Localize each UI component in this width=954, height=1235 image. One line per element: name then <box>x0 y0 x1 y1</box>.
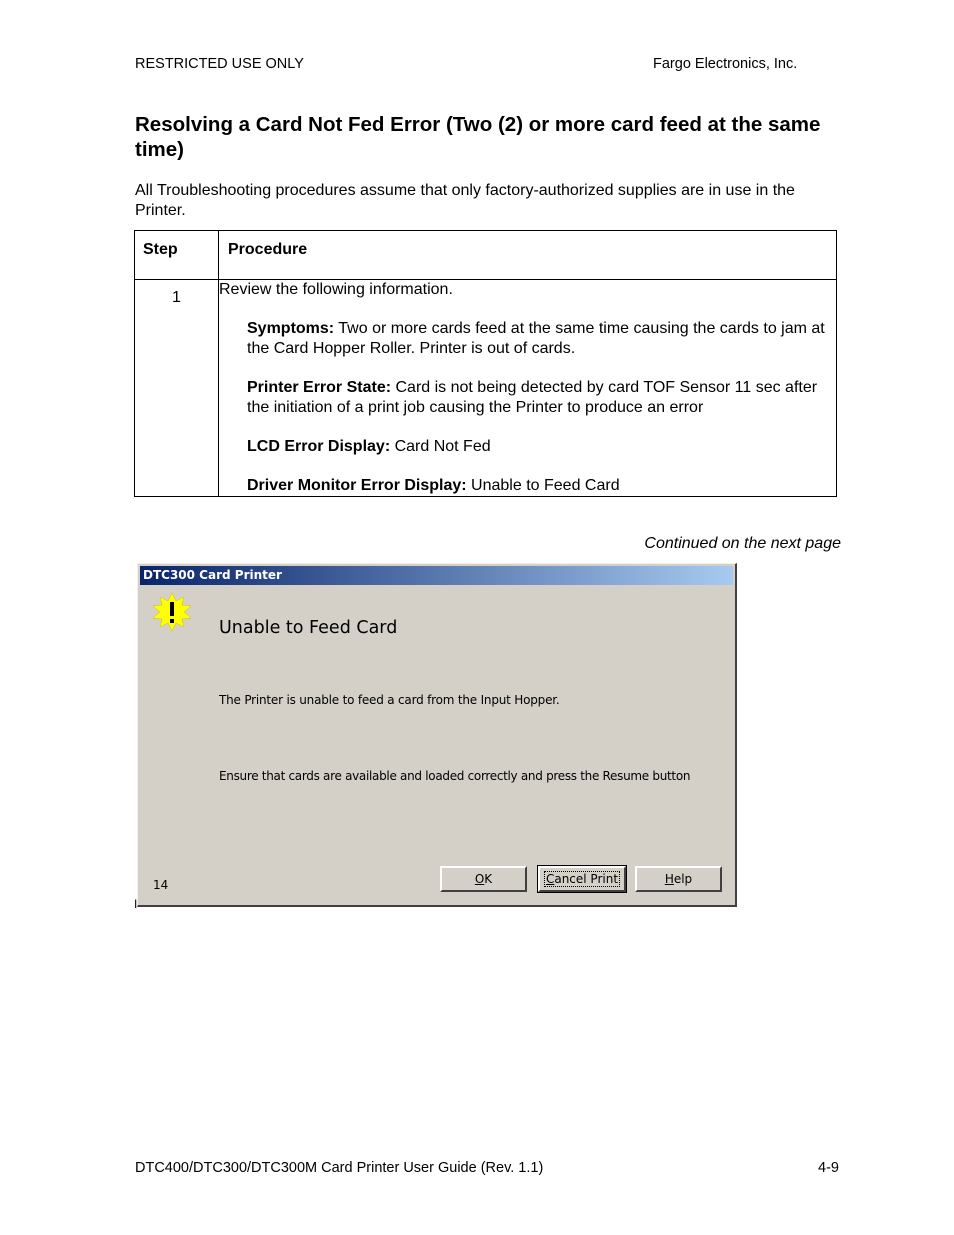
help-accelerator: H <box>664 872 674 886</box>
driver-monitor-text: Unable to Feed Card <box>466 477 620 494</box>
cancel-label: ancel Print <box>554 872 619 886</box>
footer-document-title: DTC400/DTC300/DTC300M Card Printer User Guide (Rev. 1.1) <box>135 1160 544 1176</box>
error-dialog <box>137 563 737 907</box>
table-row <box>135 280 837 497</box>
table-header-row <box>135 231 837 280</box>
step-header: Step <box>143 241 178 258</box>
step-number: 1 <box>172 289 181 306</box>
lcd-display-item <box>247 437 836 457</box>
help-label: elp <box>673 872 693 886</box>
procedure-header-cell <box>219 231 837 280</box>
procedure-table <box>134 230 837 497</box>
dialog-count: 14 <box>153 878 169 892</box>
error-state-text: Card is not being detected by card TOF Sensor 11 sec after the initiation of a print job causing the Printer to produce an error <box>247 379 818 416</box>
procedure-header: Procedure <box>228 241 308 258</box>
cancel-print-button[interactable] <box>538 866 626 892</box>
running-header-right: Fargo Electronics, Inc. <box>653 56 798 72</box>
intro-paragraph: All Troubleshooting procedures assume that only factory-authorized supplies are in use in the Printer. <box>135 182 795 219</box>
help-button[interactable] <box>635 866 722 892</box>
warning-icon <box>152 592 192 632</box>
dialog-message-instruction: Ensure that cards are available and loaded correctly and press the Resume button <box>219 769 691 783</box>
continued-note: Continued on the next page <box>644 535 841 552</box>
cancel-accelerator: C <box>545 872 555 886</box>
section-title: Resolving a Card Not Fed Error (Two (2) or more card feed at the same time) <box>135 113 821 161</box>
symptoms-text: Two or more cards feed at the same time causing the cards to jam at the Card Hopper Roller. Printer is out of cards. <box>247 320 825 357</box>
lcd-display-label: LCD Error Display: <box>247 438 391 455</box>
driver-monitor-item <box>247 476 836 496</box>
ok-label: K <box>484 872 493 886</box>
error-state-label: Printer Error State: <box>247 379 392 396</box>
symptoms-item <box>247 319 836 359</box>
ok-button[interactable] <box>440 866 527 892</box>
procedure-lead: Review the following information. <box>219 281 453 298</box>
step-header-cell <box>135 231 219 280</box>
symptoms-label: Symptoms: <box>247 320 335 337</box>
driver-monitor-label: Driver Monitor Error Display: <box>247 477 467 494</box>
text-cursor-mark: I <box>134 897 138 911</box>
lcd-display-text: Card Not Fed <box>390 438 491 455</box>
running-header-left: RESTRICTED USE ONLY <box>135 56 304 72</box>
dialog-heading: Unable to Feed Card <box>219 618 398 638</box>
cancel-print-focus <box>544 871 620 887</box>
error-state-item <box>247 378 836 418</box>
ok-accelerator: O <box>474 872 485 886</box>
step-cell <box>135 280 219 497</box>
procedure-cell <box>219 280 837 497</box>
footer-page-number: 4-9 <box>818 1160 839 1176</box>
dialog-titlebar[interactable]: DTC300 Card Printer <box>140 566 733 585</box>
dialog-message-primary: The Printer is unable to feed a card from the Input Hopper. <box>219 693 560 707</box>
